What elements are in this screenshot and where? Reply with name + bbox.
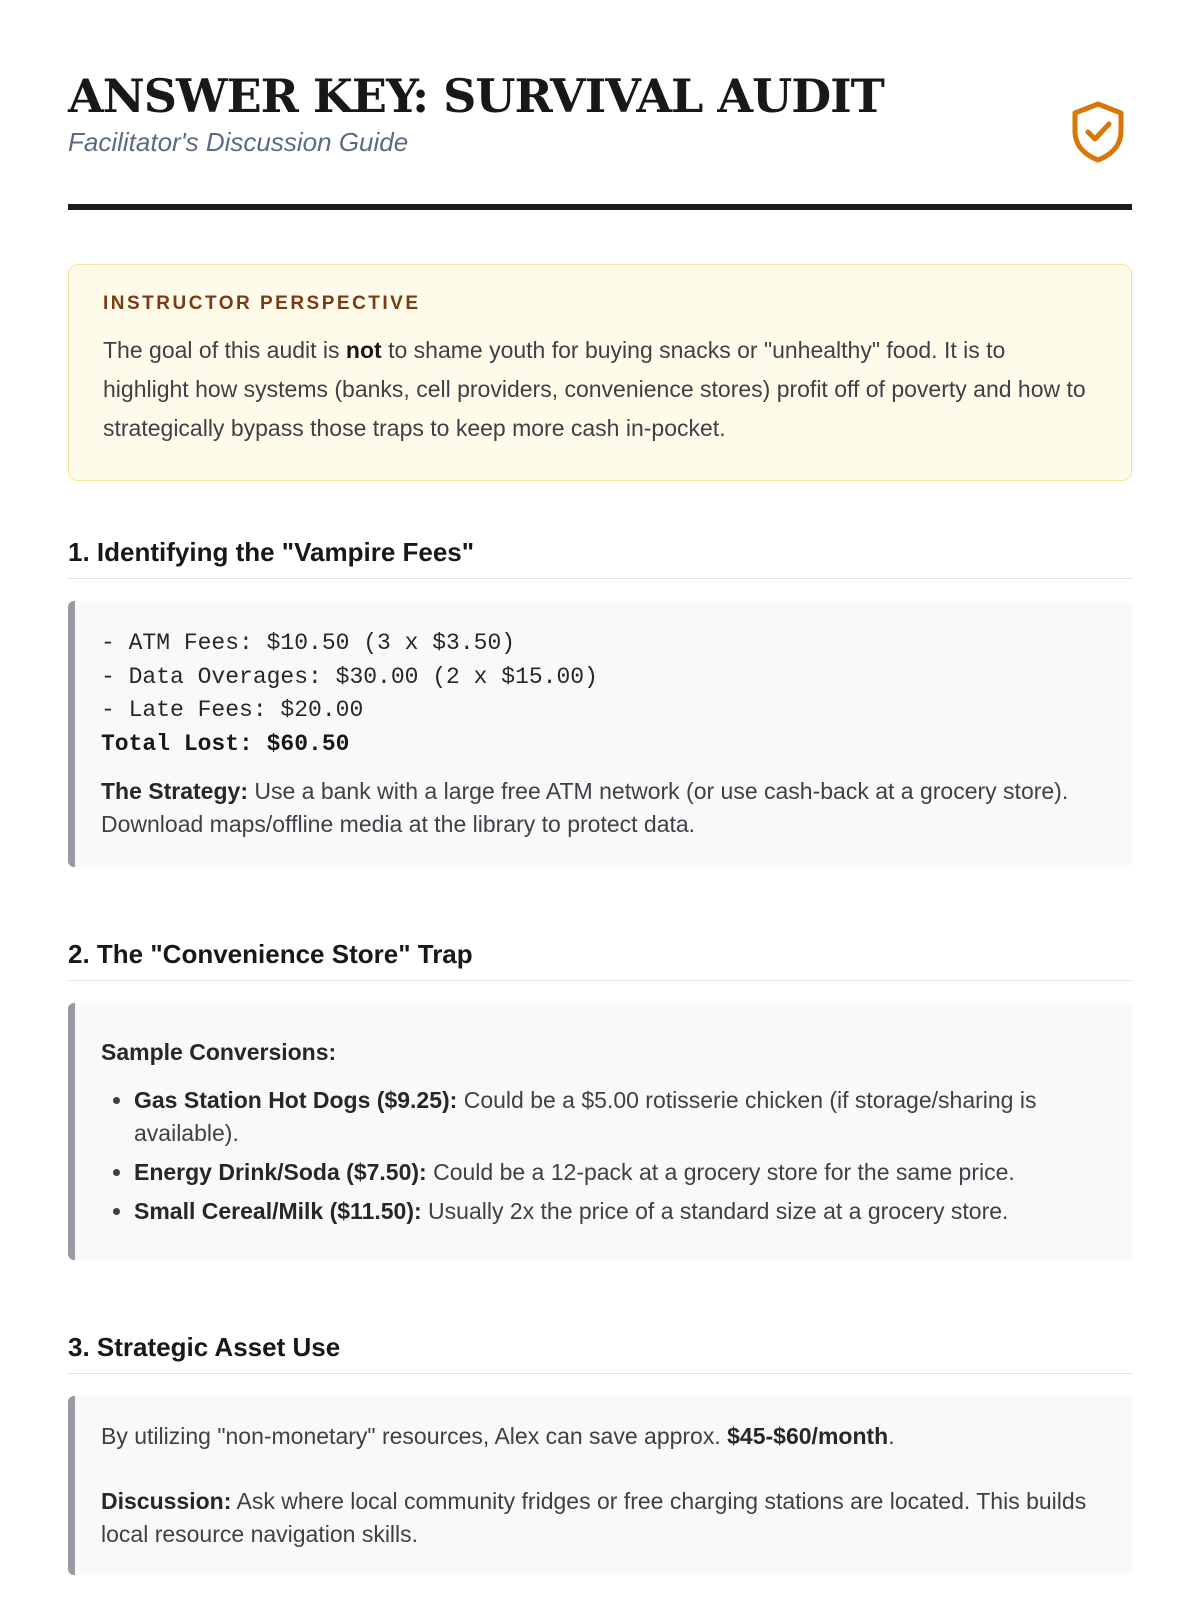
item-text: Could be a 12-pack at a grocery store for the same price.	[426, 1159, 1015, 1185]
strategy-label: The Strategy:	[101, 778, 248, 804]
callout-text-end: to shame youth for buying snacks or "unhealthy" food. It is to highlight how systems (banks, cell providers, convenience stores) profit off of poverty and how to strategically bypass those traps to keep more cash in-pocket.	[103, 337, 1086, 441]
item-label: Energy Drink/Soda ($7.50):	[134, 1159, 427, 1185]
list-item	[134, 1195, 1102, 1228]
section-title: 1. Identifying the "Vampire Fees"	[68, 537, 1132, 579]
page-subtitle: Facilitator's Discussion Guide	[68, 127, 409, 157]
discussion-body: Ask where local community fridges or free charging stations are located. This builds local resource navigation skills.	[101, 1488, 1087, 1547]
fee-line: - ATM Fees: $10.50 (3 x $3.50)	[101, 630, 516, 656]
section-title: 2. The "Convenience Store" Trap	[68, 939, 1132, 981]
savings-text	[101, 1420, 1102, 1453]
answer-box	[68, 1396, 1132, 1575]
discussion-text	[101, 1485, 1102, 1551]
instructor-perspective-callout	[68, 264, 1132, 481]
section-convenience-store-trap	[68, 939, 1132, 1260]
savings-intro: By utilizing "non-monetary" resources, Alex can save approx.	[101, 1423, 728, 1449]
item-label: Small Cereal/Milk ($11.50):	[134, 1198, 422, 1224]
item-text: Could be a $5.00 rotisserie chicken (if storage/sharing is available).	[134, 1087, 1037, 1146]
discussion-label: Discussion:	[101, 1488, 232, 1514]
answer-box	[68, 1003, 1132, 1260]
conversions-list	[101, 1084, 1102, 1228]
item-label: Gas Station Hot Dogs ($9.25):	[134, 1087, 458, 1113]
list-item	[134, 1084, 1102, 1150]
fee-line: - Data Overages: $30.00 (2 x $15.00)	[101, 663, 598, 690]
strategy-body: Use a bank with a large free ATM network (or use cash-back at a grocery store). Download maps/offline media at the library to protect data.	[101, 778, 1069, 837]
page-header	[68, 68, 1132, 210]
savings-end: .	[888, 1423, 895, 1449]
page-title: ANSWER KEY: SURVIVAL AUDIT	[68, 69, 884, 123]
shield-check-icon	[1070, 100, 1126, 164]
callout-text	[103, 331, 1097, 448]
section-title: 3. Strategic Asset Use	[68, 1332, 1132, 1374]
callout-text-start: The goal of this audit is	[103, 337, 346, 363]
answer-box	[68, 601, 1132, 867]
section-vampire-fees	[68, 537, 1132, 867]
item-text: Usually 2x the price of a standard size at a grocery store.	[421, 1198, 1009, 1224]
callout-text-emphasis: not	[345, 337, 382, 363]
savings-amount: $45-$60/month	[727, 1423, 889, 1449]
callout-label: INSTRUCTOR PERSPECTIVE	[103, 293, 421, 314]
strategy-text	[101, 775, 1102, 841]
total-lost: Total Lost: $60.50	[101, 730, 350, 757]
fee-line: - Late Fees: $20.00	[101, 697, 364, 723]
list-item	[134, 1156, 1102, 1189]
conversions-label: Sample Conversions:	[101, 1039, 337, 1065]
section-strategic-asset-use	[68, 1332, 1132, 1575]
